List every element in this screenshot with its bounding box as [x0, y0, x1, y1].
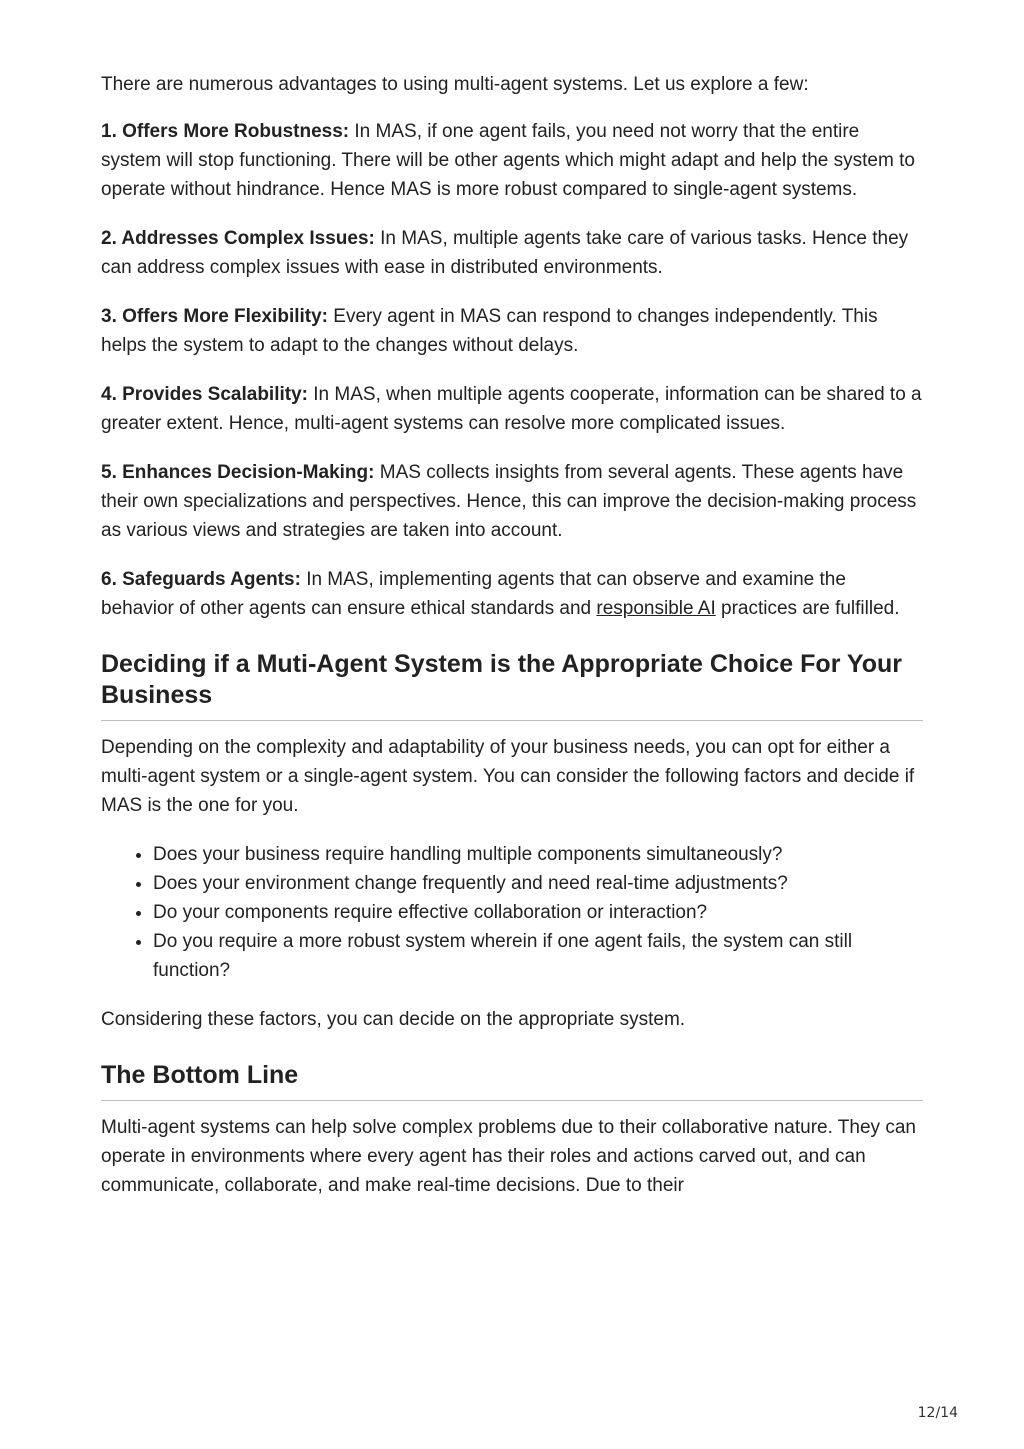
- advantage-text: In MAS, multiple agents take care of various tasks. Hence they can address complex issues with ease in distributed environments.: [101, 228, 909, 278]
- deciding-closing: Considering these factors, you can decide on the appropriate system.: [101, 1009, 686, 1030]
- advantage-2: [101, 224, 923, 282]
- factors-list: [101, 840, 923, 985]
- list-item: • Do you require a more robust system wherein if one agent fails, the system can still function?: [153, 927, 923, 985]
- advantage-4: [101, 380, 923, 438]
- list-item: • Does your business require handling multiple components simultaneously?: [153, 840, 923, 869]
- advantage-6: [101, 565, 923, 623]
- advantage-text: In MAS, if one agent fails, you need not worry that the entire system will stop functioning. There will be other agents which might adapt and help the system to operate without hindrance. Hence MAS is more robust compared to single-agent systems.: [101, 121, 915, 200]
- section-heading-bottom-line: The Bottom Line: [101, 1060, 923, 1101]
- section-heading-deciding: Deciding if a Muti-Agent System is the Appropriate Choice For Your Business: [101, 649, 923, 721]
- advantage-3: [101, 302, 923, 360]
- responsible-ai-link[interactable]: responsible AI: [596, 598, 716, 619]
- advantage-label: 3. Offers More Flexibility:: [101, 306, 328, 327]
- advantage-5: [101, 458, 923, 545]
- advantage-text: MAS collects insights from several agents. These agents have their own specializations and perspectives. Hence, this can improve the decision-making process as various views and strategies are taken into account.: [101, 462, 917, 541]
- advantage-label: 6. Safeguards Agents:: [101, 569, 301, 590]
- document-page: [101, 70, 923, 1220]
- list-item: • Do your components require effective collaboration or interaction?: [153, 898, 923, 927]
- advantage-label: 4. Provides Scalability:: [101, 384, 308, 405]
- bottom-line-paragraph: Multi-agent systems can help solve complex problems due to their collaborative nature. They can operate in environments where every agent has their roles and actions carved out, and can communicate, collaborate, and make real-time decisions. Due to their: [101, 1117, 916, 1196]
- advantage-label: 2. Addresses Complex Issues:: [101, 228, 375, 249]
- advantage-text: In MAS, implementing agents that can observe and examine the behavior of other agents can ensure ethical standards and: [101, 569, 846, 619]
- advantage-1: [101, 117, 923, 204]
- list-item: • Does your environment change frequently and need real-time adjustments?: [153, 869, 923, 898]
- advantage-text-after: practices are fulfilled.: [721, 598, 900, 619]
- advantage-label: 5. Enhances Decision-Making:: [101, 462, 375, 483]
- advantage-text: Every agent in MAS can respond to changes independently. This helps the system to adapt to the changes without delays.: [101, 306, 878, 356]
- advantage-text: In MAS, when multiple agents cooperate, information can be shared to a greater extent. Hence, multi-agent systems can resolve more complicated issues.: [101, 384, 922, 434]
- page-number: 12/14: [917, 1405, 958, 1421]
- intro-paragraph: There are numerous advantages to using multi-agent systems. Let us explore a few:: [101, 74, 809, 95]
- advantage-label: 1. Offers More Robustness:: [101, 121, 350, 142]
- deciding-paragraph: Depending on the complexity and adaptability of your business needs, you can opt for either a multi-agent system or a single-agent system. You can consider the following factors and decide if MAS is the one for you.: [101, 737, 915, 816]
